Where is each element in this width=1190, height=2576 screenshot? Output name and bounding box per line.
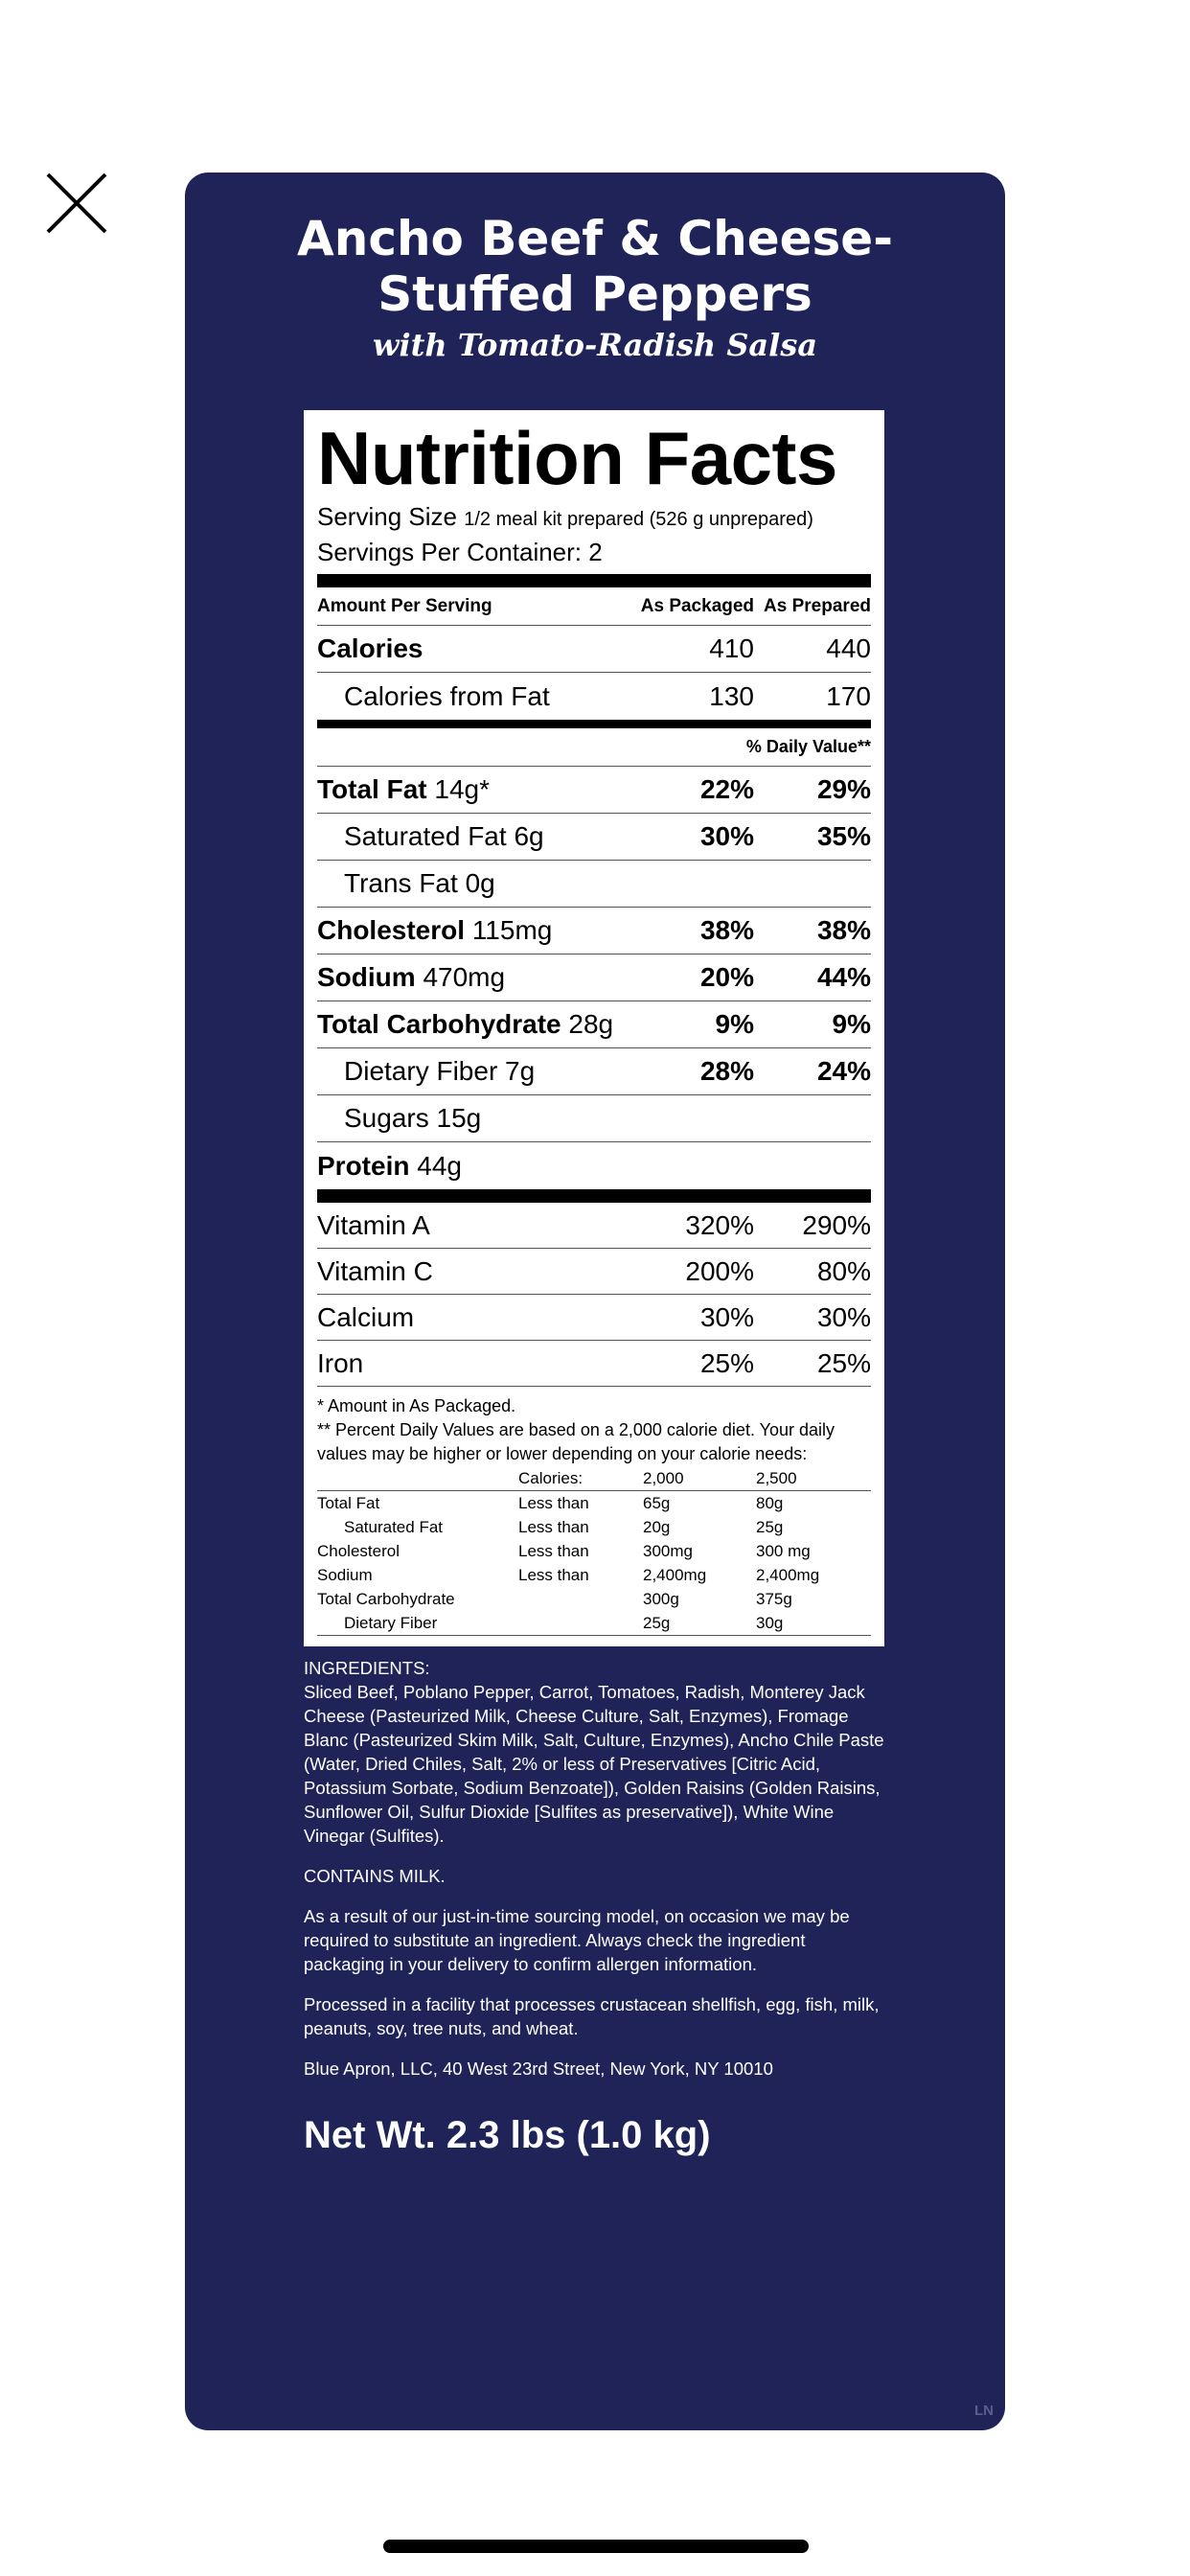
nutrient-packaged: 30% <box>699 821 754 851</box>
daily-value-header-label: % Daily Value** <box>745 737 871 756</box>
nutrient-packaged: 22% <box>699 774 754 804</box>
nutrient-amount: 470mg <box>423 962 506 992</box>
company-address: Blue Apron, LLC, 40 West 23rd Street, New York, NY 10010 <box>304 2058 773 2079</box>
nutrient-packaged: 38% <box>699 915 754 945</box>
sourcing-notice: As a result of our just-in-time sourcing model, on occasion we may be required to substitute an ingredient. Always check the ingredient packaging in your delivery to confirm allergen information. <box>304 1906 850 1974</box>
calories-prepared: 440 <box>826 633 871 663</box>
nutrient-name: Total Carbohydrate <box>317 1009 561 1039</box>
dv-nutrient: Total Fat <box>317 1494 380 1512</box>
dv-limit <box>518 1587 643 1611</box>
footnote-daily-values: ** Percent Daily Values are based on a 2,000 calorie diet. Your daily values may be higher or lower depending on your calorie needs: <box>317 1420 835 1463</box>
vitamin-prepared: 25% <box>816 1347 871 1378</box>
close-icon <box>42 169 111 238</box>
recipe-subtitle: with Tomato-Radish Salsa <box>372 327 818 363</box>
dv-limit: Less than <box>518 1518 589 1536</box>
nutrient-packaged: 9% <box>715 1009 754 1039</box>
calories-fat-prepared: 170 <box>826 680 871 711</box>
as-prepared-header: As Prepared <box>764 595 871 616</box>
dv-value-2000: 65g <box>643 1494 671 1512</box>
vitamin-row <box>317 1295 871 1341</box>
vitamin-packaged: 320% <box>685 1209 754 1240</box>
dv-limit <box>518 1611 643 1636</box>
vitamin-name: Calcium <box>317 1301 415 1332</box>
corner-mark: LN <box>974 2403 994 2419</box>
dv-2500: 2,500 <box>756 1466 871 1491</box>
nutrient-row <box>317 1142 871 1189</box>
dv-value-2000: 20g <box>643 1518 671 1536</box>
nutrient-prepared: 9% <box>832 1009 871 1039</box>
nutrition-label <box>304 410 884 1646</box>
vitamin-packaged: 200% <box>685 1255 754 1286</box>
facility-notice: Processed in a facility that processes crustacean shellfish, egg, fish, milk, peanuts, soy, tree nuts, and wheat. <box>304 1994 880 2038</box>
nutrient-name: Total Fat <box>317 774 427 804</box>
nutrient-name: Trans Fat <box>344 868 458 898</box>
dv-table-head <box>317 1466 871 1491</box>
vitamin-prepared: 30% <box>816 1301 871 1332</box>
dv-table-row <box>317 1491 871 1516</box>
nutrient-amount: 6g <box>514 821 544 851</box>
dv-calories-label: Calories: <box>518 1466 643 1491</box>
nutrient-row <box>317 1095 871 1142</box>
vitamin-packaged: 25% <box>699 1347 754 1378</box>
nutrient-name: Dietary Fiber <box>344 1056 498 1086</box>
home-indicator[interactable] <box>383 2540 809 2553</box>
divider-thick <box>317 574 871 587</box>
calories-fat-row <box>317 673 871 720</box>
dv-nutrient: Saturated Fat <box>344 1518 444 1536</box>
recipe-card <box>185 172 1005 2430</box>
dv-value-2000: 300mg <box>643 1542 693 1560</box>
nutrient-amount: 14g* <box>434 774 490 804</box>
nutrient-amount: 0g <box>465 868 495 898</box>
nutrient-prepared: 35% <box>816 821 871 851</box>
nutrient-prepared: 24% <box>816 1056 871 1086</box>
nutrient-packaged: 28% <box>699 1056 754 1086</box>
vitamin-prepared: 290% <box>802 1209 871 1240</box>
nutrient-row <box>317 954 871 1001</box>
dv-table-row <box>317 1611 871 1636</box>
dv-table-row <box>317 1587 871 1611</box>
nutrient-row <box>317 767 871 814</box>
dv-nutrient: Sodium <box>317 1566 373 1584</box>
vitamin-name: Iron <box>317 1347 364 1378</box>
recipe-title: Ancho Beef & Cheese-Stuffed Peppers <box>297 211 893 322</box>
nutrient-row <box>317 814 871 861</box>
nutrient-amount: 15g <box>436 1103 482 1133</box>
dv-value-2500: 30g <box>756 1611 871 1636</box>
serving-size-label: Serving Size <box>317 502 457 531</box>
dv-value-2000: 2,400mg <box>643 1566 707 1584</box>
nutrient-name: Protein <box>317 1150 410 1181</box>
dv-table-row <box>317 1515 871 1539</box>
serving-size <box>317 500 871 536</box>
dv-limit: Less than <box>518 1566 589 1584</box>
nutrient-name: Cholesterol <box>317 915 466 945</box>
as-packaged-header: As Packaged <box>640 595 755 616</box>
dv-nutrient: Cholesterol <box>317 1542 400 1560</box>
vitamin-packaged: 30% <box>699 1301 754 1332</box>
dv-limit: Less than <box>518 1542 589 1560</box>
amount-per-serving: Amount Per Serving <box>317 595 492 616</box>
dv-value-2500: 25g <box>756 1518 784 1536</box>
dv-value-2500: 300 mg <box>756 1542 811 1560</box>
ingredients-heading: INGREDIENTS: <box>304 1658 430 1678</box>
dv-value-2500: 2,400mg <box>756 1566 820 1584</box>
calories-fat-label: Calories from Fat <box>344 680 550 711</box>
dv-2000: 2,000 <box>643 1466 756 1491</box>
nutrient-prepared: 44% <box>816 962 871 992</box>
net-weight: Net Wt. 2.3 lbs (1.0 kg) <box>304 2114 711 2156</box>
divider-medium <box>317 720 871 728</box>
nutrient-amount: 44g <box>417 1150 462 1181</box>
calories-packaged: 410 <box>709 633 754 663</box>
nutrient-row <box>317 1001 871 1048</box>
vitamin-row <box>317 1249 871 1295</box>
product-info <box>304 1656 888 2097</box>
ingredients-text: Sliced Beef, Poblano Pepper, Carrot, Tomatoes, Radish, Monterey Jack Cheese (Pasteurized Milk, Cheese Culture, Salt, Enzymes), Fromage Blanc (Pasteurized Skim Milk, Salt, Culture, Enzymes), Ancho Chile Paste (Water, Dried Chiles, Salt, 2% or less of Preservatives [Citric Acid, Potassium Sorbate, Sodium Benzoate]), Golden Raisins (Golden Raisins, Sunflower Oil, Sulfur Dioxide [Sulfites as preservative]), White Wine Vinegar (Sulfites). <box>304 1682 884 1846</box>
dv-value-2500: 80g <box>756 1494 784 1512</box>
close-button[interactable] <box>42 169 111 238</box>
dv-value-2500: 375g <box>756 1590 792 1608</box>
nutrient-amount: 115mg <box>471 915 553 945</box>
calories-fat-packaged: 130 <box>709 680 754 711</box>
vitamin-row <box>317 1203 871 1249</box>
nutrient-name: Saturated Fat <box>344 821 507 851</box>
nutrient-name: Sodium <box>317 962 416 992</box>
nutrient-row <box>317 861 871 908</box>
calories-label: Calories <box>317 633 423 663</box>
dv-value-2000: 25g <box>643 1611 756 1636</box>
dv-nutrient: Dietary Fiber <box>317 1611 518 1636</box>
vitamin-prepared: 80% <box>816 1255 871 1286</box>
footnote-packaged: * Amount in As Packaged. <box>317 1396 516 1415</box>
nutrition-facts-title: Nutrition Facts <box>317 416 837 500</box>
nutrient-amount: 28g <box>568 1009 614 1039</box>
vitamin-name: Vitamin C <box>317 1255 433 1286</box>
daily-value-header <box>317 728 871 767</box>
nutrient-row <box>317 1048 871 1095</box>
nutrient-prepared: 29% <box>816 774 871 804</box>
calories-row <box>317 626 871 673</box>
amount-header-row <box>317 587 871 626</box>
servings-per-container: Servings Per Container: 2 <box>317 538 603 566</box>
nutrient-packaged: 20% <box>699 962 754 992</box>
divider-thick <box>317 1189 871 1203</box>
dv-value-2000: 300g <box>643 1590 679 1608</box>
dv-nutrient: Total Carbohydrate <box>317 1590 455 1608</box>
nutrient-prepared: 38% <box>816 915 871 945</box>
vitamin-row <box>317 1341 871 1387</box>
dv-table-row <box>317 1563 871 1587</box>
vitamin-name: Vitamin A <box>317 1209 430 1240</box>
daily-values-table <box>317 1466 871 1636</box>
nutrient-name: Sugars <box>344 1103 429 1133</box>
dv-table-row <box>317 1539 871 1563</box>
allergen-statement: CONTAINS MILK. <box>304 1866 446 1886</box>
serving-size-value: 1/2 meal kit prepared (526 g unprepared) <box>464 509 813 530</box>
nutrient-row <box>317 908 871 954</box>
dv-limit: Less than <box>518 1494 589 1512</box>
nutrient-amount: 7g <box>505 1056 536 1086</box>
